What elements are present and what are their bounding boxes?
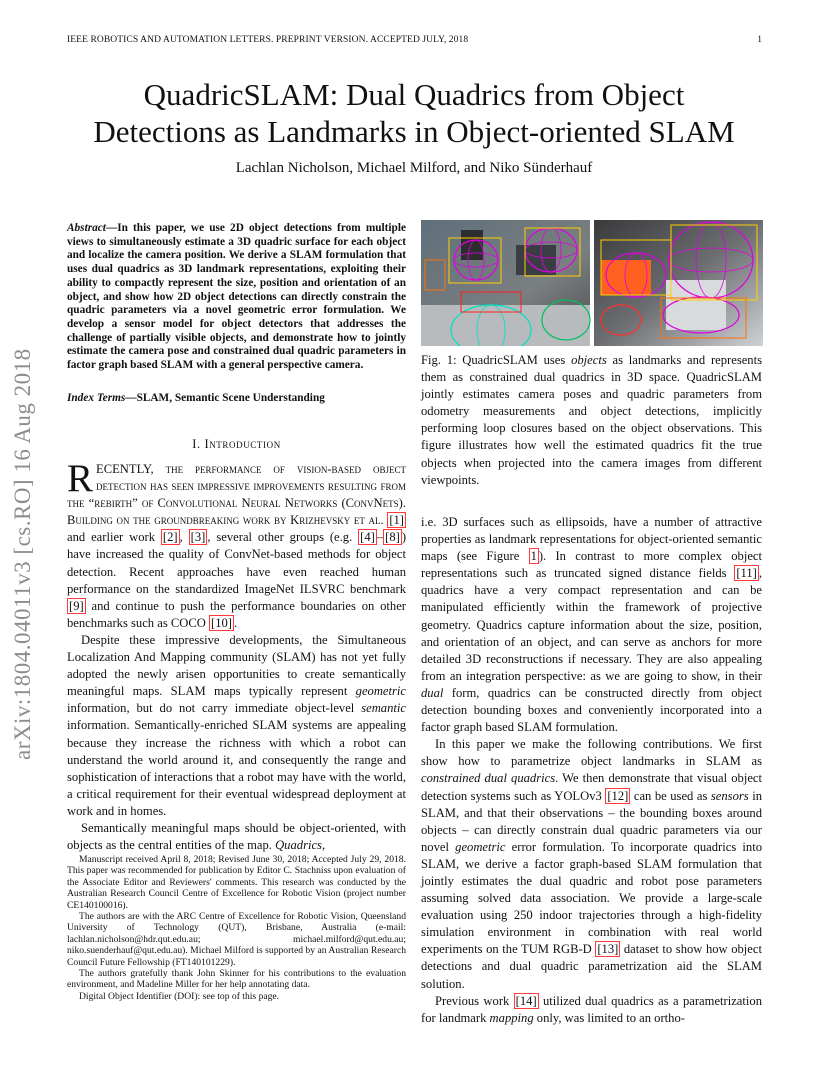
section-numeral: I.: [192, 437, 201, 451]
section-heading: [67, 437, 406, 452]
introduction-text: [67, 457, 407, 854]
citation-link[interactable]: [4]: [360, 530, 375, 545]
intro-paragraph-2: Despite these impressive developments, the Simultaneous Localization And Mapping community (SLAM) has not yet fully adopted the newly arisen opportunities to create semantically meaningful maps. SLAM maps typically represent geometric information, but do not carry immediate object-level semantic information. Semantically-enriched SLAM systems are appealing because they increase the richness with which a robot can understand the world around it, and consequently the range and sophistication of interactions that a robot may have with the world, a critical requirement for their eventual widespread deployment at work and in homes.: [67, 632, 406, 818]
title-line-2: Detections as Landmarks in Object-oriented SLAM: [93, 114, 735, 149]
section-title: Introduction: [204, 437, 281, 451]
abstract-text: —In this paper, we use 2D object detections from multiple views to simultaneously estimate a 3D quadric surface for each object and localize the camera position. We derive a SLAM formulation that uses dual quadrics as 3D landmark representations, exploiting their ability to compactly represent the size, position and orientation of an object, and show how 2D object detections can directly constrain the quadric parameters via a novel geometric error formulation. We develop a sensor model for object detectors that addresses the challenge of partially visible objects, and demonstrate how to jointly estimate the camera pose and constrained dual quadric parameters in factor graph based SLAM with a general perspective camera.: [67, 222, 406, 372]
paper-title: [40, 76, 788, 150]
footnote-doi: Digital Object Identifier (DOI): see top of this page.: [79, 990, 280, 1002]
citation-link[interactable]: [1]: [389, 513, 404, 528]
citation-link[interactable]: [11]: [736, 566, 757, 581]
index-terms: [67, 392, 406, 406]
right-paragraph-3: Previous work [14] utilized dual quadrics as a parametrization for landmark mapping only, was limited to an ortho-: [421, 993, 762, 1025]
footnotes: [67, 854, 406, 1002]
drop-cap: R: [67, 457, 94, 500]
footnote-manuscript: Manuscript received April 8, 2018; Revised June 30, 2018; Accepted July 29, 2018. This paper was recommended for publication by Editor C. Stachniss upon evaluation of the Associate Editor and Reviewers' comments. This research was conducted by the Australian Research Council Centre of Excellence for Robotic Vision (project number CE140100016).: [67, 854, 406, 911]
abstract: [67, 222, 406, 373]
intro-paragraph-1: RECENTLY, the performance of vision-based object detection has seen impressive improvements resulting from the “rebirth” of Convolutional Neural Networks (ConvNets). Building on the groundbreaking work by Krizhevsky et al. [1] and earlier work [2] , [3] , several other groups (e.g. [4] – [8] ) have increased the quality of ConvNet-based methods for object detection. Recent approaches have even reached human performance on the standardized ImageNet ILSVRC benchmark [9] and continue to push the performance boundaries on other benchmarks such as COCO [10] .: [67, 457, 407, 630]
footnote-affiliation: The authors are with the ARC Centre of Excellence for Robotic Vision, Queensland University of Technology (QUT), Brisbane, Australia (e-mail: lachlan.nicholson@hdr.qut.edu.au; michael.milford@qut.edu.au; niko.suenderhauf@qut.edu.au). Michael Milford is supported by an Australian Research Council Future Fellowship (FT140101229).: [67, 911, 406, 968]
figure-link[interactable]: 1: [530, 549, 537, 564]
figure-1-image: [421, 220, 763, 346]
citation-link[interactable]: [9]: [69, 598, 84, 613]
citation-link[interactable]: [2]: [162, 530, 178, 545]
arxiv-stamp: arXiv:1804.04011v3 [cs.RO] 16 Aug 2018: [10, 348, 35, 760]
title-line-1: QuadricSLAM: Dual Quadrics from Object: [143, 77, 685, 112]
intro-paragraph-3: Semantically meaningful maps should be object-oriented, with objects as the central entities of the map. Quadrics,: [67, 820, 406, 853]
right-paragraph-1: i.e. 3D surfaces such as ellipsoids, have a number of attractive properties as landmark representations for object-oriented semantic maps (see Figure 1 ). In contrast to more complex object representations such as truncated signed distance fields [11] , quadrics have a very compact representation and can be manipulated efficiently within the framework of projective geometry. Quadrics capture information about the size, position, and orientation of an object, and can serve as anchors for more detailed 3D reconstructions if necessary. They are also appealing from an integration perspective: as we are going to show, in their dual form, quadrics can be constructed directly from object detection bounding boxes and conveniently incorporated into a factor graph based SLAM formulation.: [421, 515, 762, 735]
citation-link[interactable]: [12]: [607, 788, 629, 803]
page-number: 1: [757, 35, 762, 45]
citation-link[interactable]: [14]: [515, 993, 537, 1008]
footnote-acknowledgement: The authors gratefully thank John Skinner for his contributions to the evaluation environment, and Madeline Miller for her help annotating data.: [67, 968, 406, 991]
figure-panel-right: [594, 220, 763, 346]
citation-link[interactable]: [13]: [597, 942, 619, 957]
citation-link[interactable]: [8]: [385, 530, 400, 545]
citation-link[interactable]: [10]: [211, 615, 232, 630]
index-terms-text: —SLAM, Semantic Scene Understanding: [125, 392, 325, 404]
index-terms-lead: Index Terms: [67, 392, 126, 404]
author-list: Lachlan Nicholson, Michael Milford, and Niko Sünderhauf: [235, 160, 593, 176]
right-column-text: [421, 514, 762, 1027]
running-header: IEEE ROBOTICS AND AUTOMATION LETTERS. PREPRINT VERSION. ACCEPTED JULY, 2018: [67, 35, 469, 45]
figure-1-caption: Fig. 1: QuadricSLAM uses objects as landmarks and represents them as constrained dual quadrics in 3D space. QuadricSLAM jointly estimates camera poses and quadric parameters from odometry measurements and object detections, implicitly performing loop closures based on the object observations. This figure illustrates how well the estimated quadrics fit the true objects when projected into the camera images from different viewpoints.: [421, 353, 763, 487]
figure-panel-left: [421, 220, 590, 346]
citation-link[interactable]: [3]: [190, 530, 206, 545]
abstract-lead: Abstract: [67, 222, 106, 234]
right-paragraph-2: In this paper we make the following contributions. We first show how to parametrize object landmarks in SLAM as constrained dual quadrics. We then demonstrate that visual object detection systems such as YOLOv3 [12] can be used as sensors in SLAM, and that their observations – the bounding boxes around objects – can directly constrain dual quadric parameters via our novel geometric error formulation. To incorporate quadrics into SLAM, we derive a factor graph-based SLAM formulation that jointly estimates the dual quadric and robot pose parameters assuming solved data association. We provide a large-scale evaluation using 250 indoor trajectories through a high-fidelity simulation environment in combination with real world experiments on the TUM RGB-D [13] dataset to show how object detections and dual quadric parametrization aid the SLAM solution.: [421, 737, 763, 991]
